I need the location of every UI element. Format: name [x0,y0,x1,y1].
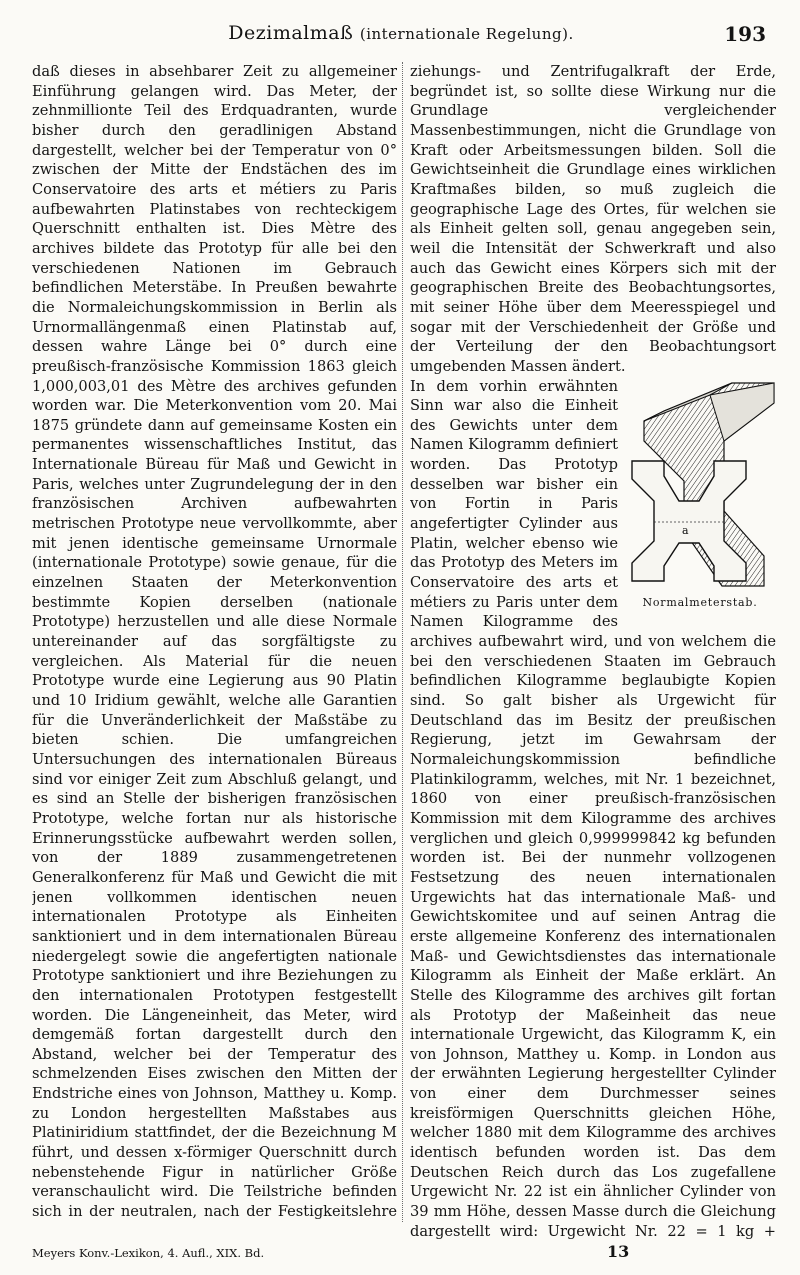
running-title-subtitle: (internationale Regelung). [359,25,574,43]
meter-bar-cross-section-illustration [624,381,776,589]
right-paragraph-2: In dem vorhin erwähnten Sinn war also die Einheit des Gewichts unter dem Namen Kilogramm definiert worden. Das Prototyp desselben war bisher ein von Fortin in Paris angefertigter Cylinder aus Platin, welcher ebenso wie das Prototyp des Meters im Conservatoire des arts et métiers zu Paris unter dem Namen Kilogramme des archives aufbewahrt wird, und von welchem die bei den verschiedenen Staaten im Gebrauch befindlichen Kilogramme beglaubigte Kopien sind. So galt bisher als Urgewicht für Deutschland das im Besitz der preußischen Regierung, jetzt im Gewahrsam der Normaleichungskommission befindliche Platinkilogramm, welches, mit Nr. 1 bezeichnet, 1860 von einer preußisch-französischen Kommission mit dem Kilogramme des archives verglichen und gleich 0,999999842 kg befunden worden ist. Bei der nunmehr vollzogenen Festsetzung des neuen internationalen Urgewichts hat das internationale Maß- und Gewichtskomitee und auf seinen Antrag die erste allgemeine Konferenz des internationalen Maß- und Gewichtsdienstes das internationale Kilogramm als Einheit der Maße erklärt. An Stelle des Kilogramme des archives gilt fortan als Prototyp der Maßeinheit das neue internationale Urgewicht, das Kilogramm K, ein von Johnson, Matthey u. Komp. in London aus der erwähnten Legierung hergestellter Cylinder von einer dem Durchmesser seines kreisförmigen Querschnitts gleichen Höhe, welcher 1880 mit dem Kilogramme des archives identisch befunden worden ist. Das dem Deutschen Reich durch das Los zugefallene Urgewicht Nr. 22 ist ein ähnlicher Cylinder von 39 mm Höhe, dessen Masse durch die Gleichung dargestellt wird: Urgewicht Nr. 22 = 1 kg + [410,377,776,1240]
page-header [36,22,766,52]
footer-signature: 13 [607,1242,630,1261]
column-divider [402,62,404,1222]
running-title [36,22,766,44]
figure-caption: Normalmeterstab. [642,595,758,609]
figure-label-a: a [682,523,689,537]
right-column [410,62,776,1244]
page-number: 193 [724,22,766,46]
running-title-main: Dezimalmaß [228,22,354,44]
left-paragraph-1: daß dieses in absehbarer Zeit zu allgemeiner Einführung gelangen wird. Das Meter, der zehnmillionte Teil des Erdquadranten, wurde bisher durch den geradlinigen Abstand dargestellt, welcher bei der Temperatur von 0° zwischen der Mitte der Endstächen des im Conservatoire des arts et métiers zu Paris aufbewahrten Platinstabes von rechteckigem Querschnitt enthalten ist. Dies Mètre des archives bildete das Prototyp für alle bei den verschiedenen Nationen im Gebrauch befindlichen Meterstäbe. In Preußen bewahrte die Normaleichungskommission in Berlin als Urnormallängenmaß einen Platinstab auf, dessen wahre Länge bei 0° durch eine preußisch-französische Kommission 1863 gleich 1,000,003,01 des Mètre des archives gefunden worden war. Die Meterkonvention vom 20. Mai 1875 gründete dann auf gemeinsame Kosten ein permanentes wissenschaftliches Institut, das Internationale Büreau für Maß und Gewicht in Paris, welches unter Zugrundelegung der in den französischen Archiven aufbewahrten metrischen Prototype neue vervollkommte, aber mit jenen identische gemeinsame Urnormale (internationale Prototype) sowie genaue, für die einzelnen Staaten der Meterkonvention bestimmte Kopien derselben (nationale Prototype) herzustellen und alle diese Normale untereinander auf das sorgfältigste zu vergleichen. Als Material für die neuen Prototype wurde eine Legierung aus 90 Platin und 10 Iridium gewählt, welche alle Garantien für die Unveränderlichkeit der Maßstäbe zu bieten schien. Die umfangreichen Untersuchungen des internationalen Büreaus sind vor einiger Zeit zum Abschluß gelangt, und es sind an Stelle der bisherigen französischen Prototype, welche fortan nur als historische Erinnerungsstücke aufbewahrt werden sollen, von der 1889 zusammengetretenen Generalkonferenz für Maß und Gewicht die mit jenen vollkommen identischen neuen internationalen Prototype als Einheiten sanktioniert und in dem internationalen Büreau niedergelegt sowie die angefertigten nationale Prototype sanktioniert und ihre Beziehungen zu den internationalen Prototypen festgestellt worden. Die Längeneinheit, das Meter, wird demgemäß fortan dargestellt durch den Abstand, welcher bei der Temperatur des schmelzenden Eises zwischen den Mitten der Endstriche eines von Johnson, Matthey u. Komp. zu London hergestellten Maßstabes aus Platiniridium stattfindet, der die Bezeichnung M führt, und dessen x-förmiger Querschnitt durch nebenstehende Figur in natürlicher Größe veranschaulicht wird. Die Teilstriche befinden sich in der neutralen, nach der Festigkeitslehre [32,63,397,1221]
page-footer [32,1244,760,1266]
right-paragraph-1: ziehungs- und Zentrifugalkraft der Erde, begründet ist, so sollte diese Wirkung nur die Grundlage vergleichender Massenbestimmungen, nicht die Grundlage von Kraft oder Arbeitsmessungen bilden. Soll die Gewichtseinheit die Grundlage eines wirklichen Kraftmaßes bilden, so muß zugleich die geographische Lage des Ortes, für welchen sie als Einheit gelten soll, genau angegeben sein, weil die Intensität der Schwerkraft und also auch das Gewicht eines Körpers sich mit der geographischen Breite des Beobachtungsortes, mit seiner Höhe über dem Meeresspiegel und sogar mit der Verschiedenheit der Größe und der Verteilung der den Beobachtungsort umgebenden Massen ändert. [410,63,776,375]
normalmeterstab-figure [624,381,776,616]
footer-source: Meyers Konv.-Lexikon, 4. Aufl., XIX. Bd. [32,1246,265,1260]
left-column [32,62,397,1222]
